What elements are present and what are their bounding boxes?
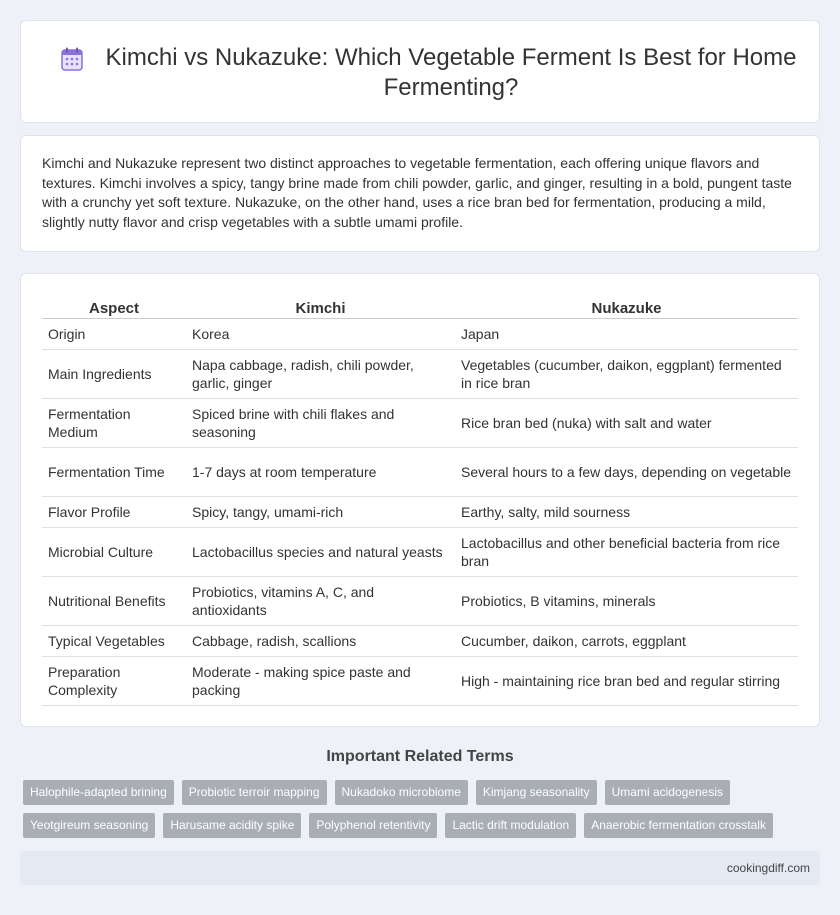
row-kimchi: Probiotics, vitamins A, C, and antioxidants: [186, 576, 455, 625]
row-aspect: Origin: [42, 318, 186, 349]
related-terms-title: Important Related Terms: [326, 748, 514, 765]
tag-link[interactable]: Harusame acidity spike: [163, 813, 301, 838]
header-kimchi: Kimchi: [186, 294, 455, 318]
row-nukazuke: Vegetables (cucumber, daikon, eggplant) fermented in rice bran: [455, 349, 798, 398]
row-kimchi: Napa cabbage, radish, chili powder, garlic, ginger: [186, 349, 455, 398]
row-aspect: Fermentation Medium: [42, 398, 186, 447]
row-nukazuke: Earthy, salty, mild sourness: [455, 496, 798, 527]
row-aspect: Typical Vegetables: [42, 625, 186, 656]
tag-link[interactable]: Umami acidogenesis: [605, 780, 730, 805]
footer: [20, 851, 820, 885]
row-aspect: Nutritional Benefits: [42, 576, 186, 625]
row-nukazuke: Rice bran bed (nuka) with salt and water: [455, 398, 798, 447]
table-row: [42, 318, 798, 349]
row-nukazuke: Probiotics, B vitamins, minerals: [455, 576, 798, 625]
table-row: [42, 576, 798, 625]
tag-link[interactable]: Probiotic terroir mapping: [182, 780, 327, 805]
tag-link[interactable]: Lactic drift modulation: [445, 813, 576, 838]
header-nukazuke: Nukazuke: [455, 294, 798, 318]
row-kimchi: Cabbage, radish, scallions: [186, 625, 455, 656]
comparison-table-card: [20, 273, 820, 727]
row-nukazuke: Lactobacillus and other beneficial bacteria from rice bran: [455, 527, 798, 576]
comparison-table: [42, 294, 798, 706]
calendar-icon: [61, 47, 83, 71]
related-terms-tags: [23, 780, 823, 846]
row-nukazuke: High - maintaining rice bran bed and regular stirring: [455, 656, 798, 705]
tag-link[interactable]: Kimjang seasonality: [476, 780, 597, 805]
tag-link[interactable]: Halophile-adapted brining: [23, 780, 174, 805]
row-nukazuke: Japan: [455, 318, 798, 349]
row-nukazuke: Cucumber, daikon, carrots, eggplant: [455, 625, 798, 656]
tag-link[interactable]: Yeotgireum seasoning: [23, 813, 155, 838]
table-row: [42, 625, 798, 656]
table-row: [42, 349, 798, 398]
row-kimchi: Spicy, tangy, umami-rich: [186, 496, 455, 527]
table-header-row: [42, 294, 798, 318]
tag-link[interactable]: Nukadoko microbiome: [335, 780, 468, 805]
row-nukazuke: Several hours to a few days, depending on vegetable: [455, 447, 798, 496]
intro-paragraph: Kimchi and Nukazuke represent two distinct approaches to vegetable fermentation, each offering unique flavors and textures. Kimchi involves a spicy, tangy brine made from chili powder, garlic, and ginger, resulting in a bold, pungent taste with a crunchy yet soft texture. Nukazuke, on the other hand, uses a rice bran bed for fermentation, producing a mild, slightly nutty flavor and crisp vegetables with a subtle umami profile.: [42, 155, 792, 230]
table-row: [42, 527, 798, 576]
row-aspect: Flavor Profile: [42, 496, 186, 527]
table-row: [42, 398, 798, 447]
intro-card: [20, 135, 820, 252]
footer-site-link[interactable]: cookingdiff.com: [726, 861, 810, 875]
page-title: Kimchi vs Nukazuke: Which Vegetable Ferment Is Best for Home Fermenting?: [105, 44, 797, 101]
tag-row: [23, 780, 823, 805]
table-row: [42, 656, 798, 705]
row-aspect: Fermentation Time: [42, 447, 186, 496]
tag-link[interactable]: Polyphenol retentivity: [309, 813, 437, 838]
row-kimchi: 1-7 days at room temperature: [186, 447, 455, 496]
row-kimchi: Lactobacillus species and natural yeasts: [186, 527, 455, 576]
row-kimchi: Korea: [186, 318, 455, 349]
row-aspect: Main Ingredients: [42, 349, 186, 398]
table-row: [42, 496, 798, 527]
header-card: [20, 20, 820, 123]
tag-link[interactable]: Anaerobic fermentation crosstalk: [584, 813, 773, 838]
row-kimchi: Spiced brine with chili flakes and seasoning: [186, 398, 455, 447]
tag-row: [23, 813, 823, 838]
row-aspect: Microbial Culture: [42, 527, 186, 576]
table-row: [42, 447, 798, 496]
row-aspect: Preparation Complexity: [42, 656, 186, 705]
header-aspect: Aspect: [42, 294, 186, 318]
row-kimchi: Moderate - making spice paste and packing: [186, 656, 455, 705]
